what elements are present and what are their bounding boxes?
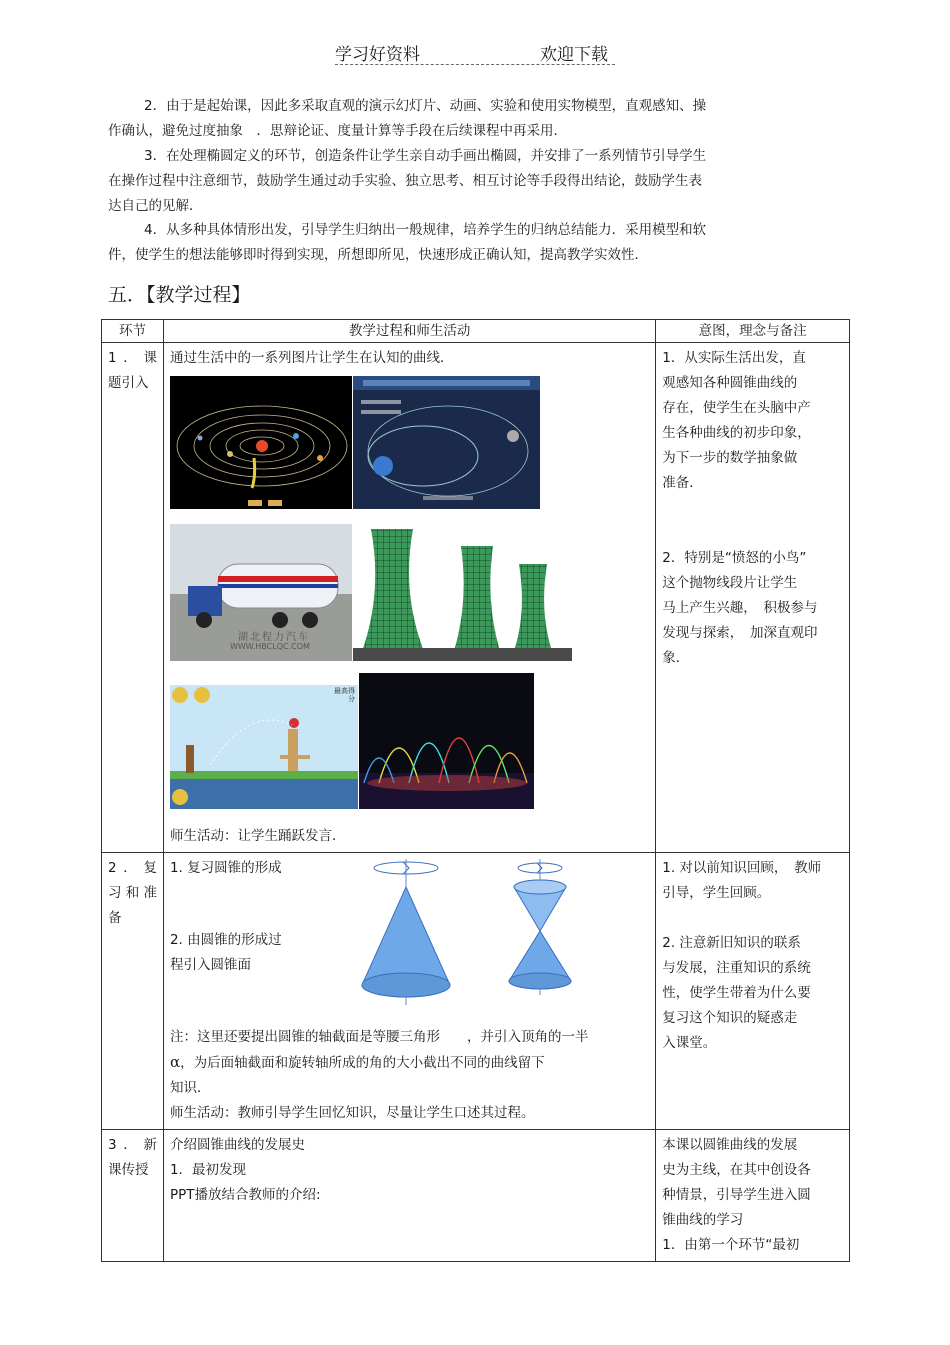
note-line: 马上产生兴趣， 积极参与: [662, 600, 818, 616]
note-line: 发现与探索， 加深直观印: [662, 625, 818, 641]
process-cell: [163, 853, 655, 1130]
paragraph-2-line1: 2．由于是起始课，因此多采取直观的演示幻灯片、动画、实验和使用实物模型，直观感知、操: [144, 98, 707, 114]
header-process: 教学过程和师生活动: [163, 320, 655, 343]
header-stage: 环节: [102, 320, 164, 343]
row3-line3: PPT播放结合教师的介绍:: [169, 1187, 321, 1203]
header-divider: [335, 64, 615, 65]
note-line-1: 注：这里还要提出圆锥的轴截面是等腰三角形 ，并引入顶角的一半: [169, 1029, 589, 1045]
row1-note-2: [656, 543, 849, 674]
remark-line: 1．由第一个环节“最初: [662, 1237, 800, 1253]
row1-note-1: [656, 343, 849, 499]
row3-content: [164, 1130, 655, 1211]
header-intent: 意图，理念与备注: [656, 320, 850, 343]
row3-line1: 介绍圆锥曲线的发展史: [169, 1137, 305, 1153]
review-item-1: 1. 复习圆锥的形成: [169, 860, 282, 876]
paragraph-2-line2: 作确认，避免过度抽象 ．思辩论证、度量计算等手段在后续课程中再采用．: [108, 123, 567, 139]
table-row: [102, 1130, 850, 1262]
stage-label: 3．新课传授: [108, 1137, 157, 1178]
remark-line: 入课堂。: [662, 1035, 717, 1051]
remark-line: 种情景，引导学生进入圆: [662, 1187, 811, 1203]
process-cell: [163, 1130, 655, 1262]
row2-remarks: [656, 853, 849, 1059]
note-line: 观感知各种圆锥曲线的: [662, 375, 798, 391]
review-item-2-line1: 2. 由圆锥的形成过: [169, 932, 282, 948]
tanker-truck-image: [170, 524, 352, 661]
paragraph-3: [108, 144, 768, 219]
note-line: 生各种曲线的初步印象，: [662, 425, 811, 441]
double-cone-diagram: [506, 857, 586, 997]
paragraph-4: [108, 218, 768, 268]
image-gallery: [164, 374, 655, 821]
row3-remarks: [656, 1130, 849, 1261]
process-cell: [163, 343, 655, 853]
note-line: 为下一步的数学抽象做: [662, 450, 798, 466]
remark-line: 本课以圆锥曲线的发展: [662, 1137, 798, 1153]
paragraph-3-line1: 3．在处理椭圆定义的环节，创造条件让学生亲自动手画出椭圆，并安排了一系列情节引导学生: [144, 148, 707, 164]
stage-cell: [102, 1130, 164, 1262]
stage-label: 2．复习和准备: [108, 860, 157, 926]
teaching-process-table: [101, 319, 850, 1262]
table-header-row: [102, 320, 850, 343]
stage-cell: [102, 343, 164, 853]
intent-cell: [656, 853, 850, 1130]
stage-label: 1．课题引入: [108, 350, 157, 391]
truck-watermark: 湖北程力汽车: [237, 632, 310, 643]
cone-review-area: [164, 853, 655, 1023]
remark-line: 复习这个知识的疑惑走: [662, 1010, 798, 1026]
note-line: 2．特别是“愤怒的小鸟”: [662, 550, 807, 566]
review-item-2-line2: 程引入圆锥面: [169, 957, 251, 973]
table-row: [102, 343, 850, 853]
lunar-orbit-image: [353, 376, 540, 509]
row1-activity: 师生活动：让学生踊跃发言．: [169, 828, 346, 844]
cone-note: [164, 1023, 655, 1129]
paragraph-2: [108, 94, 768, 144]
note-line: 准备．: [662, 475, 703, 491]
header-left: 学习好资料: [335, 45, 420, 65]
paragraph-4-line1: 4．从多种具体情形出发，引导学生归纳出一般规律，培养学生的归纳总结能力．采用模型和软: [144, 222, 707, 238]
angry-birds-image: [170, 685, 358, 809]
paragraph-4-line2: 件，使学生的想法能够即时得到实现，所想即所见，快速形成正确认知，提高教学实效性．: [108, 247, 648, 263]
header-right: 欢迎下载: [540, 45, 608, 65]
note-line: 象．: [662, 650, 690, 666]
truck-watermark-url: WWW.HBCLQC.COM: [229, 642, 310, 651]
paragraph-3-line2: 在操作过程中注意细节，鼓励学生通过动手实验、独立思考、相互讨论等手段得出结论，鼓励学生表: [108, 173, 702, 189]
remark-line: 与发展，注重知识的系统: [662, 960, 811, 976]
note-line: 存在，使学生在头脑中产: [662, 400, 811, 416]
cooling-towers-image: [353, 524, 572, 661]
alpha-symbol: α: [169, 1053, 181, 1071]
cone-diagram: [359, 857, 469, 1007]
intent-cell: [656, 343, 850, 853]
remark-line: 锥曲线的学习: [662, 1212, 744, 1228]
row3-line2: 1．最初发现: [169, 1162, 247, 1178]
note-line: 1．从实际生活出发，直: [662, 350, 806, 366]
stage-cell: [102, 853, 164, 1130]
remark-line: 1. 对以前知识回顾， 教师: [662, 860, 822, 876]
solar-system-image: [170, 376, 352, 509]
note-line-3: 知识．: [169, 1080, 211, 1096]
remark-spacer: [662, 906, 843, 931]
table-row: [102, 853, 850, 1130]
note-line: 这个抛物线段片让学生: [662, 575, 798, 591]
intro-text: 通过生活中的一系列图片让学生在认知的曲线．: [169, 350, 454, 366]
paragraph-3-line3: 达自己的见解．: [108, 198, 203, 214]
section-title: 五．【教学过程】: [108, 284, 251, 306]
note-line-2: ，为后面轴截面和旋转轴所成的角的大小截出不同的曲线留下: [180, 1055, 545, 1071]
remark-line: 性，使学生带着为什么要: [662, 985, 811, 1001]
remark-line: 史为主线，在其中创设各: [662, 1162, 811, 1178]
row2-activity: 师生活动：教师引导学生回忆知识，尽量让学生口述其过程。: [169, 1105, 535, 1121]
bird-score-label: 最高得分: [333, 687, 355, 703]
remark-line: 引导，学生回顾。: [662, 885, 771, 901]
remark-line: 2. 注意新旧知识的联系: [662, 935, 801, 951]
fountain-image: [359, 673, 534, 809]
intent-cell: [656, 1130, 850, 1262]
